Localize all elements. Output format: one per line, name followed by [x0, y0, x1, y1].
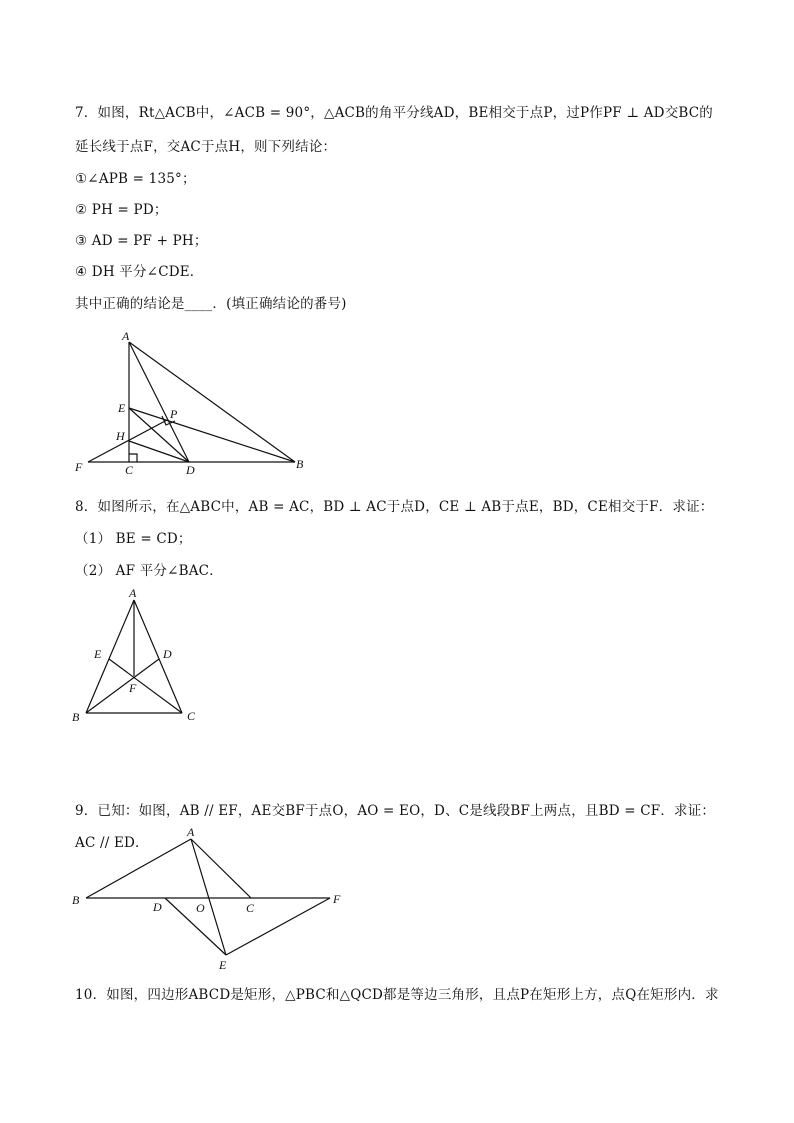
p7-label-F: F	[75, 460, 83, 474]
p7-conclusion-4: ④ DH 平分∠CDE．	[75, 264, 204, 280]
p9-label-D: D	[153, 900, 162, 914]
p9-label-O: O	[196, 901, 205, 915]
p8-label-C: C	[187, 709, 196, 723]
p8-text-line-1: 8．如图所示，在△ABC中，AB = AC，BD ⊥ AC于点D，CE ⊥ AB于点E，BD，CE相交于F．求证：	[75, 499, 714, 515]
p9-text-line-1: 9．已知：如图，AB // EF，AE交BF于点O，AO = EO，D、C是线段BF上两点，且BD = CF．求证：	[75, 803, 716, 819]
p8-label-E: E	[94, 647, 102, 661]
p8-label-A: A	[129, 586, 137, 600]
p7-text-line-1: 7．如图，Rt△ACB中，∠ACB = 90°，△ACB的角平分线AD，BE相交于点P，过P作PF ⊥ AD交BC的	[75, 105, 713, 121]
p10-text-line-1: 10．如图，四边形ABCD是矩形，△PBC和△QCD都是等边三角形，且点P在矩形上方，点Q在矩形内．求	[75, 987, 719, 1003]
p7-label-D: D	[186, 463, 195, 477]
p8-label-B: B	[72, 710, 80, 724]
p7-label-B: B	[296, 457, 304, 471]
p7-label-E: E	[118, 401, 126, 415]
p7-conclusion-1: ①∠APB = 135°；	[75, 171, 196, 187]
p9-label-B: B	[72, 893, 80, 907]
p7-label-H: H	[116, 429, 125, 443]
p7-label-C: C	[125, 463, 134, 477]
p8-label-F: F	[129, 681, 137, 695]
p9-label-E: E	[219, 958, 227, 972]
p7-label-P: P	[170, 407, 178, 421]
p9-label-A: A	[187, 825, 195, 839]
p9-label-F: F	[333, 892, 341, 906]
p7-question: 其中正确的结论是____．(填正确结论的番号)	[75, 296, 347, 312]
p7-conclusion-3: ③ AD = PF + PH；	[75, 233, 208, 249]
p9-label-C: C	[246, 901, 255, 915]
p8-item-2: （2） AF 平分∠BAC．	[75, 563, 223, 579]
p8-item-1: （1） BE = CD；	[75, 531, 192, 547]
p7-conclusion-2: ② PH = PD；	[75, 202, 168, 218]
p7-text-line-2: 延长线于点F，交AC于点H，则下列结论：	[75, 139, 337, 155]
p9-text-line-2: AC // ED．	[75, 835, 149, 851]
p7-label-A: A	[122, 329, 130, 343]
p8-label-D: D	[163, 647, 172, 661]
